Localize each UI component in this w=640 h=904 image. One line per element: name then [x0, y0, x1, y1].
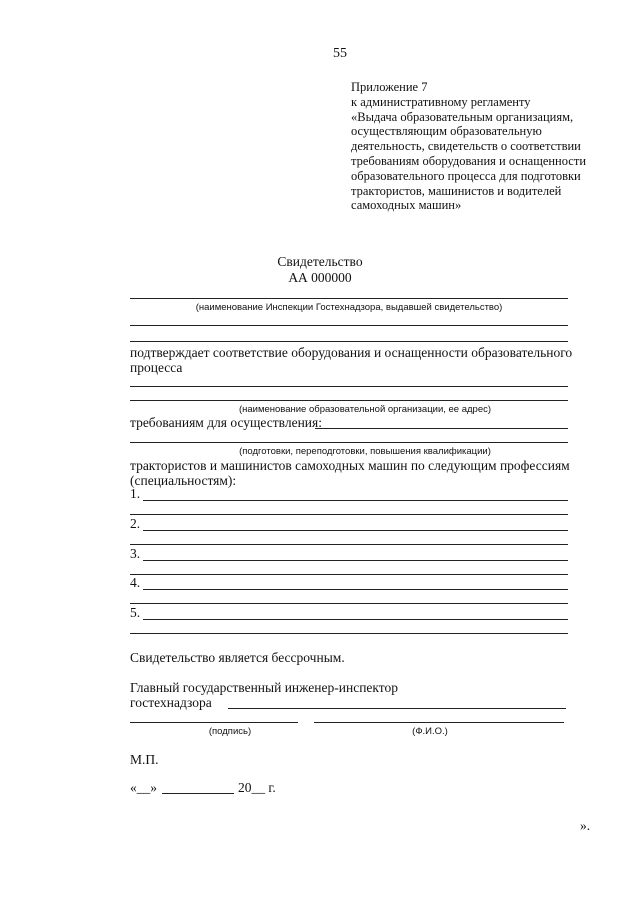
certificate-number: АА 000000 [288, 270, 352, 285]
appendix-line: самоходных машин» [351, 198, 462, 213]
blank-line [130, 400, 568, 401]
appendix-line: «Выдача образовательным организациям, [351, 109, 574, 124]
appendix-line: требованиям оборудования и оснащенности [351, 153, 587, 168]
drivers-text-line1: трактористов и машинистов самоходных машин по следующим профессиям [130, 458, 570, 473]
training-caption: (подготовки, переподготовки, повышения квалификации) [239, 446, 491, 457]
page-number: 55 [333, 46, 347, 61]
confirms-text-line2: процесса [130, 360, 183, 375]
requirements-text: требованиям для осуществления: [130, 415, 322, 430]
blank-line [130, 386, 568, 387]
indefinite-text: Свидетельство является бессрочным. [130, 650, 345, 665]
blank-line [130, 633, 568, 634]
blank-line [130, 442, 568, 443]
blank-line [130, 603, 568, 604]
item-line [143, 500, 568, 501]
appendix-line: деятельность, свидетельств о соответствии [351, 139, 581, 154]
confirms-text-line1: подтверждает соответствие оборудования и оснащенности образовательного [130, 345, 573, 360]
item-line [143, 589, 568, 590]
blank-line [130, 574, 568, 575]
inspector-title-line2: гостехнадзора [130, 695, 212, 710]
closing-quote: ». [580, 818, 591, 833]
inspection-name-line [130, 298, 568, 299]
requirements-line [315, 428, 568, 429]
signature-line [130, 722, 298, 723]
blank-line [130, 341, 568, 342]
date-month-line [162, 793, 234, 794]
date-day: «__» [130, 780, 157, 795]
blank-line [130, 544, 568, 545]
item-line [143, 619, 568, 620]
inspector-line [228, 708, 566, 709]
organization-caption: (наименование образовательной организации, ее адрес) [238, 404, 492, 415]
fio-line [314, 722, 564, 723]
item-number: 2. [130, 516, 141, 531]
item-number: 4. [130, 575, 141, 590]
signature-caption: (подпись) [208, 726, 252, 737]
inspector-title-line1: Главный государственный инженер-инспектор [130, 680, 399, 695]
appendix-line: к административному регламенту [351, 94, 531, 109]
blank-line [130, 325, 568, 326]
appendix-line: образовательного процесса для подготовки [351, 168, 581, 183]
item-number: 5. [130, 605, 141, 620]
item-line [143, 530, 568, 531]
appendix-header [351, 80, 586, 213]
date-year: 20__ г. [238, 780, 276, 795]
certificate-title: Свидетельство [277, 254, 363, 269]
stamp-mark: М.П. [130, 752, 159, 767]
item-line [143, 560, 568, 561]
item-number: 1. [130, 486, 141, 501]
drivers-text-line2: (специальностям): [130, 473, 237, 488]
appendix-line: трактористов, машинистов и водителей [351, 183, 562, 198]
fio-caption: (Ф.И.О.) [412, 726, 448, 737]
appendix-line: Приложение 7 [351, 80, 428, 94]
appendix-line: осуществляющим образовательную [351, 124, 542, 139]
blank-line [130, 514, 568, 515]
item-number: 3. [130, 546, 141, 561]
inspection-caption: (наименование Инспекции Гостехнадзора, выдавшей свидетельство) [195, 302, 503, 313]
